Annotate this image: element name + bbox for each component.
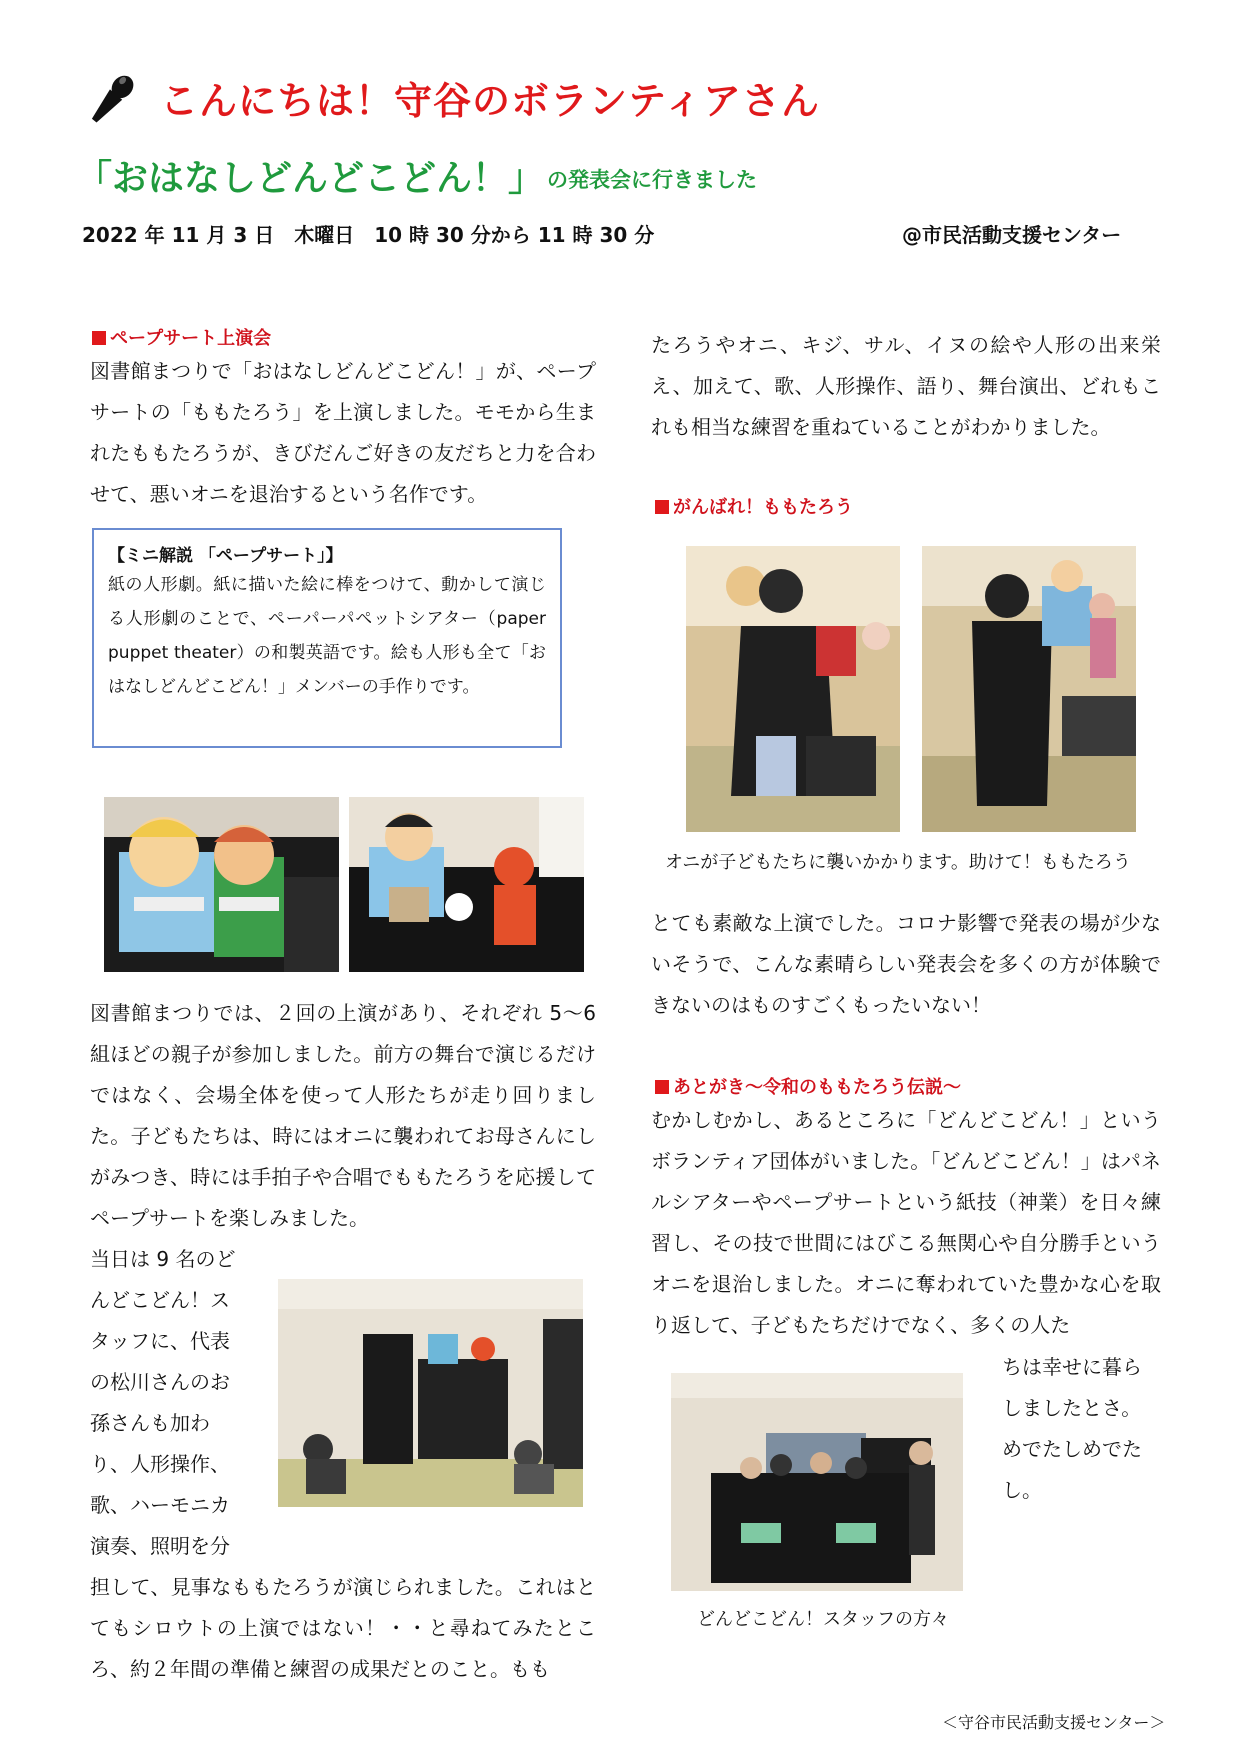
end-line: しましたとさ。: [1002, 1396, 1142, 1420]
afterword-paragraph: むかしむかし、あるところに「どんどこどん！」というボランティア団体がいました。「どんどこどん！」はパネルシアターやペープサートという紙技（神業）を日々練習し、その技で世間にはびこる無関心や自分勝手というオニを退治しました。オニに奪われていた豊かな心を取り返して、子どもたちだけでなく、多くの人た: [651, 1108, 1161, 1337]
festival-paragraph: 図書館まつりでは、２回の上演があり、それぞれ 5〜6 組ほどの親子が参加しました。前方の舞台で演じるだけではなく、会場全体を使って人形たちが走り回りました。子どもたちは、時にはオニに襲われてお母さんにしがみつき、時には手拍子や合唱でももたろうを応援してペープサートを楽しみました。: [90, 1001, 596, 1230]
narrow-line: 演奏、照明を分: [90, 1534, 230, 1558]
section-heading-paper-theater: ペープサート上演会: [92, 324, 271, 350]
event-date: 2022 年 11 月 3 日 木曜日 10 時 30 分から 11 時 30 分: [82, 223, 655, 247]
narrow-line: り、人形操作、: [90, 1452, 230, 1476]
staff-narrow-text: [90, 1239, 250, 1567]
narrow-line: んどこどん！ス: [90, 1288, 230, 1312]
end-line: ちは幸せに暮ら: [1002, 1355, 1142, 1379]
red-square-icon: [92, 331, 106, 345]
right-mid-paragraph: とても素敵な上演でした。コロナ影響で発表の場が少ないそうで、こんな素晴らしい発表会を多くの方が体験できないのはものすごくもったいない！: [651, 911, 1161, 1017]
event-venue: @市民活動支援センター: [902, 223, 1122, 247]
mini-explanation-text: 紙の人形劇。紙に描いた絵に棒をつけて、動かして演じる人形劇のことで、ペーパーパペットシアター（paper puppet theater）の和製英語です。絵も人形も全て「おはなしどんどこどん！」メンバーの手作りです。: [108, 575, 546, 697]
narrow-line: 歌、ハーモニカ: [90, 1493, 230, 1517]
continuation-paragraph: 担して、見事なももたろうが演じられました。これはとてもシロウトの上演ではない！・・と尋ねてみたところ、約２年間の準備と練習の成果だとのこと。もも: [90, 1575, 596, 1681]
photo-staff-group: [671, 1373, 963, 1591]
mini-explanation-box: [92, 528, 562, 748]
footer-credit: ＜守谷市民活動支援センター＞: [942, 1713, 1166, 1732]
red-square-icon: [655, 500, 669, 514]
narrow-line: 当日は 9 名のど: [90, 1247, 236, 1271]
section-heading-afterword: あとがき〜令和のももたろう伝説〜: [655, 1073, 961, 1099]
event-subtitle: の発表会に行きました: [547, 168, 757, 192]
narrow-line: 孫さんも加わ: [90, 1411, 210, 1435]
page-title: こんにちは！守谷のボランティアさん: [160, 79, 820, 123]
intro-paragraph: 図書館まつりで「おはなしどんどこどん！」が、ペープサートの「ももたろう」を上演しました。モモから生まれたももたろうが、きびだんご好きの友だちと力を合わせて、悪いオニを退治するという名作です。: [90, 359, 596, 506]
end-line: し。: [1002, 1478, 1042, 1502]
event-title: 「おはなしどんどこどん！」: [76, 158, 545, 199]
staff-photo-caption: どんどこどん！スタッフの方々: [697, 1609, 949, 1630]
right-top-paragraph: たろうやオニ、キジ、サル、イヌの絵や人形の出来栄え、加えて、歌、人形操作、語り、舞台演出、どれもこれも相当な練習を重ねていることがわかりました。: [651, 333, 1161, 439]
section-heading-ganbare: がんばれ！ももたろう: [655, 493, 853, 519]
afterword-end-text: [1002, 1347, 1162, 1511]
oni-photo-caption: オニが子どもたちに襲いかかります。助けて！ももたろう: [665, 852, 1131, 873]
photo-momotaro-with-children: [922, 546, 1136, 832]
narrow-line: タッフに、代表: [90, 1329, 230, 1353]
red-square-icon: [655, 1080, 669, 1094]
microphone-icon: [74, 68, 144, 138]
mini-explanation-title: 【ミニ解説 「ペープサート」】: [108, 546, 343, 566]
end-line: めでたしめでた: [1002, 1437, 1142, 1461]
photo-grandparents-puppets: [104, 797, 339, 972]
photo-stage-performance: [278, 1279, 583, 1507]
narrow-line: の松川さんのお: [90, 1370, 230, 1394]
photo-oni-attacks: [686, 546, 900, 832]
photo-momotaro-and-oni: [349, 797, 584, 972]
